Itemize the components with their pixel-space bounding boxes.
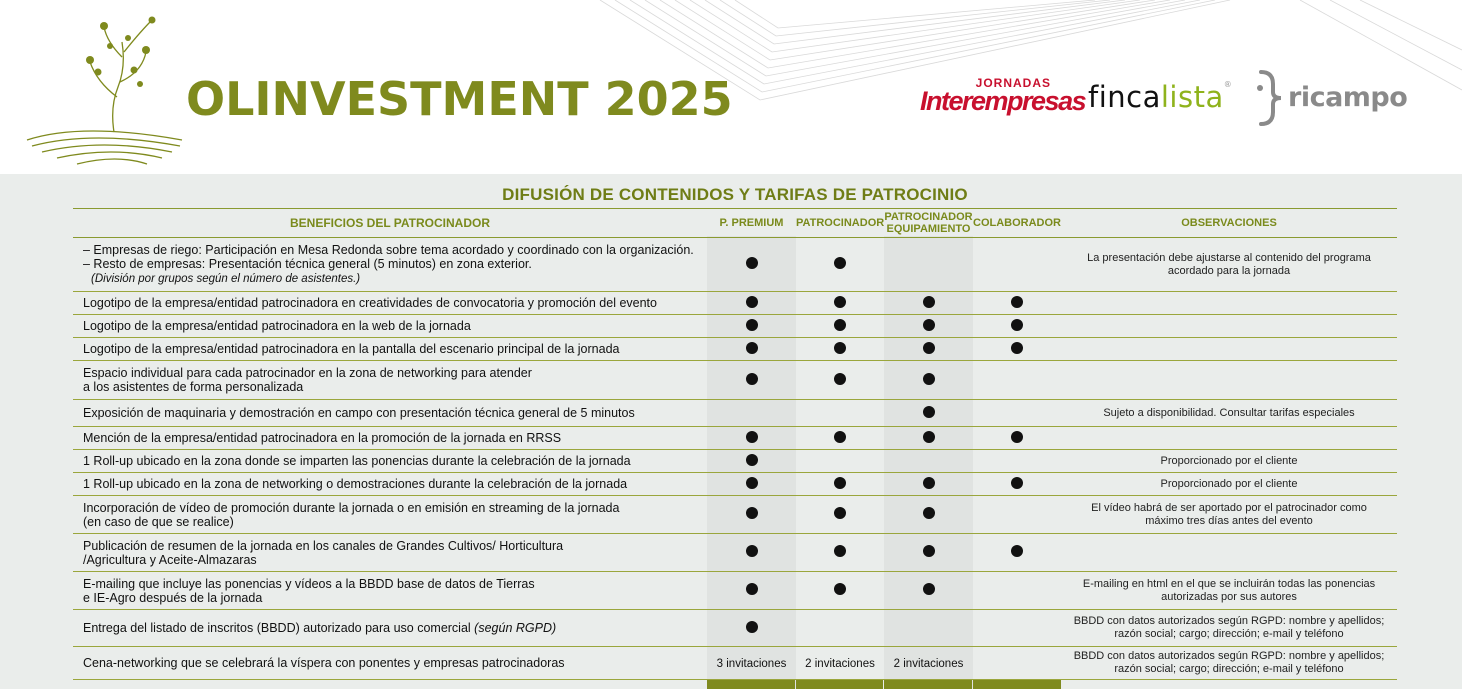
observation-cell (1061, 427, 1397, 450)
mark-cell-collaborator (973, 647, 1061, 680)
included-dot-icon (923, 373, 935, 385)
mark-cell-sponsor (796, 572, 884, 610)
ricampo-logo: ricampo (1255, 68, 1405, 128)
mark-cell-collaborator (973, 361, 1061, 400)
observation-cell (1061, 315, 1397, 338)
mark-cell-sponsor (796, 238, 884, 292)
mark-cell-premium (707, 400, 796, 427)
included-dot-icon (1011, 296, 1023, 308)
table-row (73, 427, 1397, 450)
included-dot-icon (923, 545, 935, 557)
included-dot-icon (1011, 319, 1023, 331)
included-dot-icon (923, 431, 935, 443)
mark-cell-equipment (884, 361, 973, 400)
mark-cell-sponsor (796, 647, 884, 680)
included-dot-icon (746, 431, 758, 443)
included-dot-icon (746, 507, 758, 519)
benefit-cell: 1 Roll-up ubicado en la zona donde se imparten las ponencias durante la celebración de la jornada (73, 450, 707, 473)
mark-cell-equipment (884, 647, 973, 680)
footer-bar-premium (707, 680, 795, 689)
mark-cell-equipment (884, 338, 973, 361)
mark-cell-premium (707, 338, 796, 361)
mark-cell-collaborator (973, 534, 1061, 572)
mark-cell-equipment (884, 400, 973, 427)
included-dot-icon (746, 621, 758, 633)
mark-cell-equipment (884, 610, 973, 647)
included-dot-icon (1011, 431, 1023, 443)
observation-cell: Proporcionado por el cliente (1061, 473, 1397, 496)
table-row (73, 400, 1397, 427)
mark-cell-collaborator (973, 473, 1061, 496)
included-dot-icon (746, 319, 758, 331)
included-dot-icon (923, 296, 935, 308)
mark-cell-premium (707, 473, 796, 496)
mark-cell-sponsor (796, 473, 884, 496)
mark-cell-collaborator (973, 400, 1061, 427)
included-dot-icon (834, 257, 846, 269)
sponsorship-table (73, 208, 1397, 680)
benefit-cell: E-mailing que incluye las ponencias y vídeos a la BBDD base de datos de Tierras e IE-Agro después de la jornada (73, 572, 707, 610)
mark-cell-equipment (884, 572, 973, 610)
included-dot-icon (746, 257, 758, 269)
mark-cell-equipment (884, 292, 973, 315)
footer-bar-collaborator (973, 680, 1061, 689)
mark-cell-premium (707, 427, 796, 450)
mark-cell-sponsor (796, 315, 884, 338)
benefit-cell: Publicación de resumen de la jornada en los canales de Grandes Cultivos/ Horticultura /Agricultura y Aceite-Almazaras (73, 534, 707, 572)
included-dot-icon (746, 373, 758, 385)
included-dot-icon (746, 545, 758, 557)
table-row (73, 338, 1397, 361)
mark-cell-premium (707, 572, 796, 610)
mark-cell-premium (707, 315, 796, 338)
benefit-cell: Entrega del listado de inscritos (BBDD) autorizado para uso comercial (según RGPD) (73, 610, 707, 647)
table-row (73, 450, 1397, 473)
table-row (73, 361, 1397, 400)
table-row (73, 473, 1397, 496)
header-equipment: PATROCINADOR EQUIPAMIENTO (884, 209, 973, 238)
mark-cell-premium (707, 238, 796, 292)
header-benefits: BENEFICIOS DEL PATROCINADOR (73, 209, 707, 238)
included-dot-icon (746, 342, 758, 354)
ricampo-bracket-icon (1255, 68, 1287, 128)
included-dot-icon (834, 431, 846, 443)
mark-cell-collaborator (973, 496, 1061, 534)
mark-cell-collaborator (973, 427, 1061, 450)
included-dot-icon (923, 342, 935, 354)
included-dot-icon (834, 373, 846, 385)
included-dot-icon (923, 507, 935, 519)
included-dot-icon (923, 319, 935, 331)
table-row (73, 292, 1397, 315)
olive-tree-logo-icon (22, 12, 192, 172)
mark-cell-equipment (884, 315, 973, 338)
included-dot-icon (834, 342, 846, 354)
mark-cell-collaborator (973, 238, 1061, 292)
benefit-cell: Logotipo de la empresa/entidad patrocinadora en la pantalla del escenario principal de la jornada (73, 338, 707, 361)
invitations-equipment: 2 invitaciones (893, 657, 964, 670)
header-observations: OBSERVACIONES (1061, 209, 1397, 238)
benefit-cell: Logotipo de la empresa/entidad patrocinadora en la web de la jornada (73, 315, 707, 338)
mark-cell-sponsor (796, 534, 884, 572)
observation-cell: E-mailing en html en el que se incluirán todas las ponencias autorizadas por sus autores (1061, 572, 1397, 610)
mark-cell-collaborator (973, 572, 1061, 610)
benefit-cell: Incorporación de vídeo de promoción durante la jornada o en emisión en streaming de la jornada (en caso de que se realice) (73, 496, 707, 534)
mark-cell-sponsor (796, 427, 884, 450)
table-row (73, 496, 1397, 534)
benefit-cell: Mención de la empresa/entidad patrocinadora en la promoción de la jornada en RRSS (73, 427, 707, 450)
observation-cell (1061, 534, 1397, 572)
interempresas-logo: JORNADAS Interempresas (920, 76, 1086, 116)
mark-cell-sponsor (796, 338, 884, 361)
mark-cell-collaborator (973, 315, 1061, 338)
mark-cell-premium (707, 361, 796, 400)
included-dot-icon (923, 477, 935, 489)
mark-cell-equipment (884, 534, 973, 572)
invitations-premium: 3 invitaciones (716, 657, 787, 670)
benefit-cell: – Empresas de riego: Participación en Mesa Redonda sobre tema acordado y coordinado con la organización. – Resto de empresas: Presentación técnica general (5 minutos) en zona exterior. (División por grupos según el número de asistentes.) (73, 238, 707, 292)
mark-cell-collaborator (973, 338, 1061, 361)
footer-bar-sponsor (796, 680, 883, 689)
observation-cell: La presentación debe ajustarse al contenido del programa acordado para la jornada (1061, 238, 1397, 292)
section-title: DIFUSIÓN DE CONTENIDOS Y TARIFAS DE PATROCINIO (502, 185, 968, 204)
mark-cell-equipment (884, 496, 973, 534)
header-sponsor: PATROCINADOR (796, 209, 884, 238)
mark-cell-equipment (884, 427, 973, 450)
included-dot-icon (834, 296, 846, 308)
mark-cell-collaborator (973, 292, 1061, 315)
included-dot-icon (746, 296, 758, 308)
included-dot-icon (834, 319, 846, 331)
included-dot-icon (834, 545, 846, 557)
observation-cell: El vídeo habrá de ser aportado por el patrocinador como máximo tres días antes del evento (1061, 496, 1397, 534)
table-row (73, 647, 1397, 680)
observation-cell (1061, 292, 1397, 315)
included-dot-icon (834, 507, 846, 519)
mark-cell-sponsor (796, 361, 884, 400)
observation-cell (1061, 361, 1397, 400)
table-row (73, 534, 1397, 572)
mark-cell-collaborator (973, 450, 1061, 473)
table-row (73, 610, 1397, 647)
invitations-sponsor: 2 invitaciones (805, 657, 875, 670)
fincalista-logo: fincalista® (1088, 80, 1233, 114)
mark-cell-sponsor (796, 496, 884, 534)
benefit-cell: Exposición de maquinaria y demostración en campo con presentación técnica general de 5 minutos (73, 400, 707, 427)
observation-cell: Proporcionado por el cliente (1061, 450, 1397, 473)
mark-cell-sponsor (796, 450, 884, 473)
benefit-cell: Espacio individual para cada patrocinador en la zona de networking para atender a los asistentes de forma personalizada (73, 361, 707, 400)
table-header-row (73, 209, 1397, 238)
mark-cell-premium (707, 534, 796, 572)
mark-cell-premium (707, 647, 796, 680)
included-dot-icon (1011, 342, 1023, 354)
observation-cell: BBDD con datos autorizados según RGPD: nombre y apellidos; razón social; cargo; dirección; e-mail y teléfono (1061, 610, 1397, 647)
included-dot-icon (834, 583, 846, 595)
mark-cell-collaborator (973, 610, 1061, 647)
included-dot-icon (1011, 477, 1023, 489)
included-dot-icon (1011, 545, 1023, 557)
event-title: OLINVESTMENT 2025 (186, 72, 733, 126)
observation-cell: Sujeto a disponibilidad. Consultar tarifas especiales (1061, 400, 1397, 427)
header-premium: P. PREMIUM (707, 209, 796, 238)
mark-cell-equipment (884, 473, 973, 496)
page-header (0, 0, 1462, 174)
observation-cell: BBDD con datos autorizados según RGPD: nombre y apellidos; razón social; cargo; dirección; e-mail y teléfono (1061, 647, 1397, 680)
table-row (73, 238, 1397, 292)
included-dot-icon (746, 583, 758, 595)
mark-cell-equipment (884, 450, 973, 473)
included-dot-icon (746, 454, 758, 466)
benefit-cell: Logotipo de la empresa/entidad patrocinadora en creatividades de convocatoria y promoción del evento (73, 292, 707, 315)
table-row (73, 315, 1397, 338)
benefit-cell: 1 Roll-up ubicado en la zona de networking o demostraciones durante la celebración de la jornada (73, 473, 707, 496)
observation-cell (1061, 338, 1397, 361)
included-dot-icon (834, 477, 846, 489)
footer-bar-equipment (884, 680, 972, 689)
mark-cell-sponsor (796, 610, 884, 647)
benefit-cell: Cena-networking que se celebrará la víspera con ponentes y empresas patrocinadoras (73, 647, 707, 680)
included-dot-icon (923, 583, 935, 595)
mark-cell-premium (707, 496, 796, 534)
mark-cell-sponsor (796, 292, 884, 315)
mark-cell-premium (707, 450, 796, 473)
included-dot-icon (923, 406, 935, 418)
mark-cell-equipment (884, 238, 973, 292)
header-collaborator: COLABORADOR (973, 209, 1061, 238)
table-row (73, 572, 1397, 610)
mark-cell-premium (707, 610, 796, 647)
mark-cell-premium (707, 292, 796, 315)
included-dot-icon (746, 477, 758, 489)
mark-cell-sponsor (796, 400, 884, 427)
